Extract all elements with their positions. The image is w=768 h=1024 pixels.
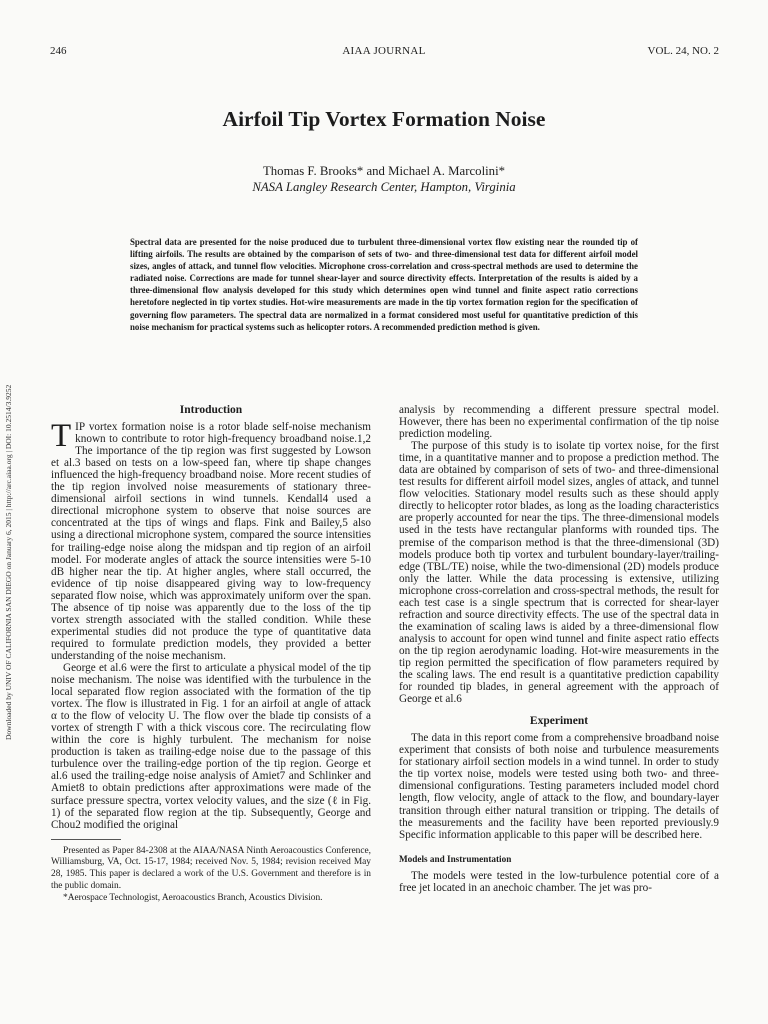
intro-paragraph-2: George et al.6 were the first to articulate a physical model of the tip noise mechanism. The noise was identified with the turbulence in the local separated flow region associated with the formation of the tip vortex. The flow is illustrated in Fig. 1 for an airfoil at angle of attack α to the flow of velocity U. The flow over the blade tip consists of a vortex of strength Γ with a thick viscous core. The recirculating flow within the core is highly turbulent. The mechanism for noise production is taken as trailing-edge noise due to the passage of this turbulence over the trailing-edge portion of the tip region. George et al.6 used the trailing-edge noise analysis of Amiet7 and Schlinker and Amiet8 to obtain predictions after approximations were made of the surface pressure spectra, vortex velocity values, and the size (ℓ in Fig. 1) of the separated flow region at the tip. Subsequently, George and Chou2 modified the original xyxy=(51,661,371,831)
drop-cap: T xyxy=(51,418,72,455)
right-column xyxy=(399,404,719,894)
download-sidebar xyxy=(0,300,16,740)
footnote-presented: Presented as Paper 84-2308 at the AIAA/NASA Ninth Aeroacoustics Conference, Williamsburg, VA, Oct. 15-17, 1984; received Nov. 5, 1984; revision received May 28, 1985. This paper is declared a work of the U.S. Government and therefore is in the public domain. xyxy=(51,845,371,892)
footnotes xyxy=(51,846,371,905)
page-number: 246 xyxy=(50,45,67,57)
journal-name: AIAA JOURNAL xyxy=(342,45,426,57)
experiment-paragraph-2: The models were tested in the low-turbulence potential core of a free jet located in an anechoic chamber. The jet was pro- xyxy=(399,869,719,894)
footnote-affiliation: *Aerospace Technologist, Aeroacoustics Branch, Acoustics Division. xyxy=(63,892,323,903)
intro-paragraph-1-text: IP vortex formation noise is a rotor blade self-noise mechanism known to contribute to rotor high-frequency broadband noise.1,2 The importance of the tip region was first suggested by Lowson et al.3 based on tests on a low-speed fan, where tip shape changes influenced the high-frequency broadband noise. More recent studies of the tip region involved noise measurements of stationary three-dimensional airfoil sections in wind tunnels. Kendall4 used a directional microphone system to observe that noise sources are concentrated at the tips of wings and flaps. Fink and Bailey,5 also using a directional microphone system, compared the source intensities for trailing-edge noise along the midspan and tip region of an airfoil model. For moderate angles of attack the source intensities were 5-10 dB higher near the tip. At higher angles, where stall occurred, the evidence of tip noise disappeared giving way to low-frequency separated flow noise, which was approximately uniform over the span. The absence of tip noise was apparently due to the loss of the tip vortex strength associated with the stalled condition. While these experimental studies did not produce the type of quantitative data required to formulate prediction models, they provided a better understanding of the noise mechanism. xyxy=(51,421,371,662)
intro-paragraph-4: The purpose of this study is to isolate tip vortex noise, for the first time, in a quantitative manner and to propose a prediction method. The data are obtained by comparison of sets of two- and three-dimensional test results for different airfoil model sizes, angles of attack, and tunnel flow velocities. Stationary model results such as these should apply directly to helicopter rotor blades, as long as the loading characteristics are properly accounted for near the tips. The three-dimensional models used in the tests have rectangular planforms with rounded tips. The premise of the comparison method is that the three-dimensional (3D) models produce both tip vortex and turbulent boundary-layer/trailing-edge (TBL/TE) noise, while the two-dimensional (2D) models produce only the latter. While the data processing is extensive, utilizing microphone cross-correlation and cross-spectral methods, the result for each test case is a single spectrum that is corrected for shear-layer refraction and source directivity effects. The use of the spectral data in the examination of scaling laws is aided by a three-dimensional flow analysis to account for open wind tunnel and finite aspect ratio effects on the tip region aerodynamic loading. Hot-wire measurements in the tip region permitted the specification of flow parameters required by the scaling laws. The end result is a quantitative prediction capability for rounded tip blades, in general agreement with the approach of George et al.6 xyxy=(399,440,719,706)
affiliation: NASA Langley Research Center, Hampton, Virginia xyxy=(252,180,516,194)
section-heading-introduction: Introduction xyxy=(179,404,243,416)
download-notice: Downloaded by UNIV OF CALIFORNIA SAN DIEGO on January 6, 2015 | http://arc.aiaa.org | DOI: 10.2514/3.9252 xyxy=(4,384,13,740)
section-heading-experiment: Experiment xyxy=(529,715,589,728)
intro-paragraph-1 xyxy=(51,418,371,662)
experiment-paragraph-1: The data in this report come from a comprehensive broadband noise experiment that consists of both noise and turbulence measurements for stationary airfoil section models in a wind tunnel. In order to study the tip vortex noise, models were tested using both two- and three-dimensional configurations. Testing parameters included model chord length, flow velocity, angle of attack to the flow, and boundary-layer transition through either natural transition or tripping. The details of the measurements and the facility have been reported previously.9 Specific information applicable to this paper will be described here. xyxy=(399,732,719,841)
paper-title: Airfoil Tip Vortex Formation Noise xyxy=(222,107,546,131)
intro-paragraph-3: analysis by recommending a different pressure spectral model. However, there has been no experimental confirmation of the tip noise prediction modeling. xyxy=(399,404,719,441)
footnote-rule xyxy=(51,839,121,840)
volume-issue: VOL. 24, NO. 2 xyxy=(647,45,719,57)
abstract: Spectral data are presented for the noise produced due to turbulent three-dimensional vortex flow existing near the rounded tip of lifting airfoils. The results are obtained by the comparison of sets of two- and three-dimensional test data for different airfoil model sizes, angles of attack, and tunnel flow velocities. Microphone cross-correlation and cross-spectral methods are used to determine the radiated noise. Corrections are made for tunnel shear-layer and source directivity effects. Interpretation of the results is aided by a three-dimensional flow analysis developed for this study which determines open wind tunnel and finite aspect ratio corrections heretofore neglected in tip vortex studies. Hot-wire measurements are made in the tip vortex formation region for the specification of governing flow parameters. The spectral data are normalized in a format considered most useful for quantitative prediction of this noise mechanism for practical systems such as helicopter rotors. A recommended prediction method is given. xyxy=(130,237,638,332)
subsection-heading-models: Models and Instrumentation xyxy=(399,853,512,864)
left-column xyxy=(51,404,371,905)
authors: Thomas F. Brooks* and Michael A. Marcolini* xyxy=(262,164,506,178)
author-block xyxy=(0,163,768,195)
